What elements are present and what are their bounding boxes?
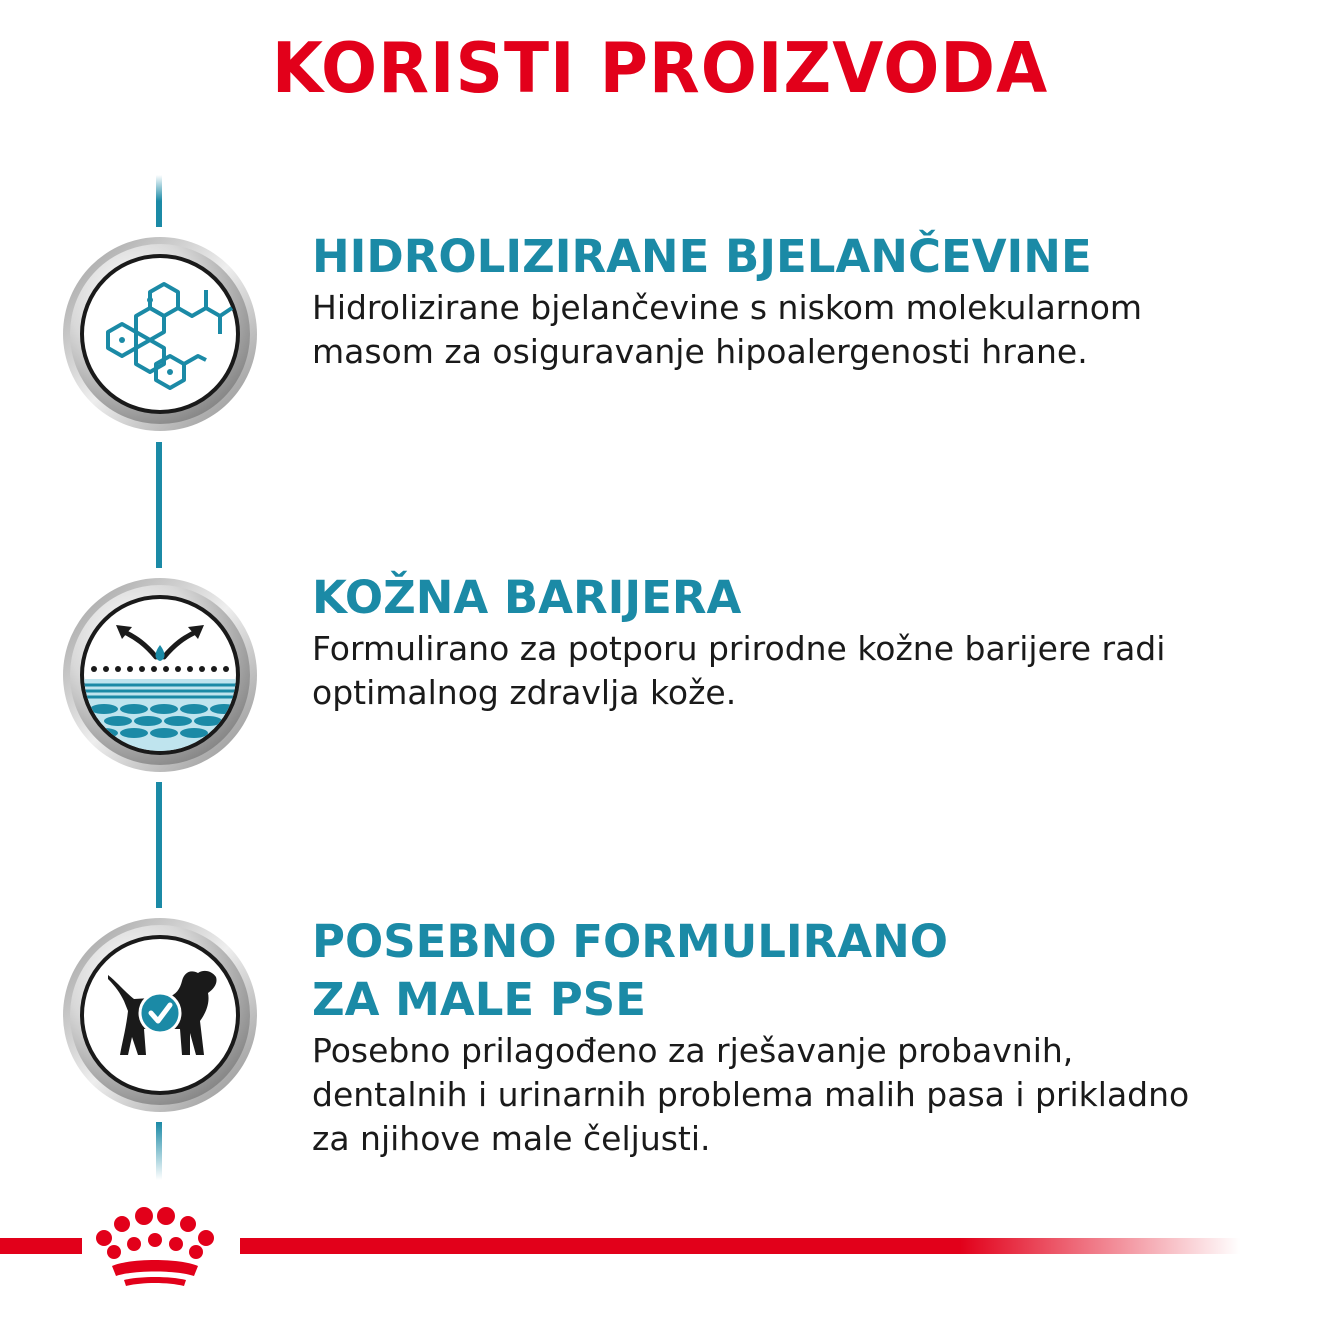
timeline-segment bbox=[156, 175, 162, 227]
benefit-heading: POSEBNO FORMULIRANO bbox=[312, 915, 949, 968]
footer-brand-bar bbox=[0, 1200, 1320, 1300]
benefit-description: dentalnih i urinarnih problema malih pasa i prikladno bbox=[312, 1075, 1190, 1114]
molecule-icon bbox=[63, 237, 257, 431]
benefit-heading: KOŽNA BARIJERA bbox=[312, 571, 742, 624]
timeline-segment bbox=[156, 442, 162, 568]
benefit-description: Hidrolizirane bjelančevine s niskom molekularnom bbox=[312, 288, 1143, 327]
timeline-segment bbox=[156, 1122, 162, 1180]
benefit-heading: HIDROLIZIRANE BJELANČEVINE bbox=[312, 230, 1092, 283]
benefit-description: masom za osiguravanje hipoalergenosti hrane. bbox=[312, 332, 1088, 371]
skin-barrier-icon bbox=[63, 578, 257, 772]
benefit-skin-barrier bbox=[312, 569, 1292, 715]
small-dog-icon bbox=[63, 918, 257, 1112]
benefit-small-dogs bbox=[312, 913, 1292, 1161]
footer-line-right bbox=[240, 1238, 1240, 1254]
benefit-description: za njihove male čeljusti. bbox=[312, 1119, 711, 1158]
timeline-segment bbox=[156, 782, 162, 908]
benefit-description: Formulirano za potporu prirodne kožne barijere radi bbox=[312, 629, 1166, 668]
page-title: KORISTI PROIZVODA bbox=[271, 28, 1049, 109]
benefit-description: Posebno prilagođeno za rješavanje probavnih, bbox=[312, 1031, 1074, 1070]
benefit-hydrolysed-protein bbox=[312, 228, 1292, 374]
benefit-heading: ZA MALE PSE bbox=[312, 973, 646, 1026]
timeline bbox=[0, 0, 330, 1320]
royal-crown-logo bbox=[96, 1207, 214, 1286]
benefit-description: optimalnog zdravlja kože. bbox=[312, 673, 737, 712]
footer-line-left bbox=[0, 1238, 82, 1254]
